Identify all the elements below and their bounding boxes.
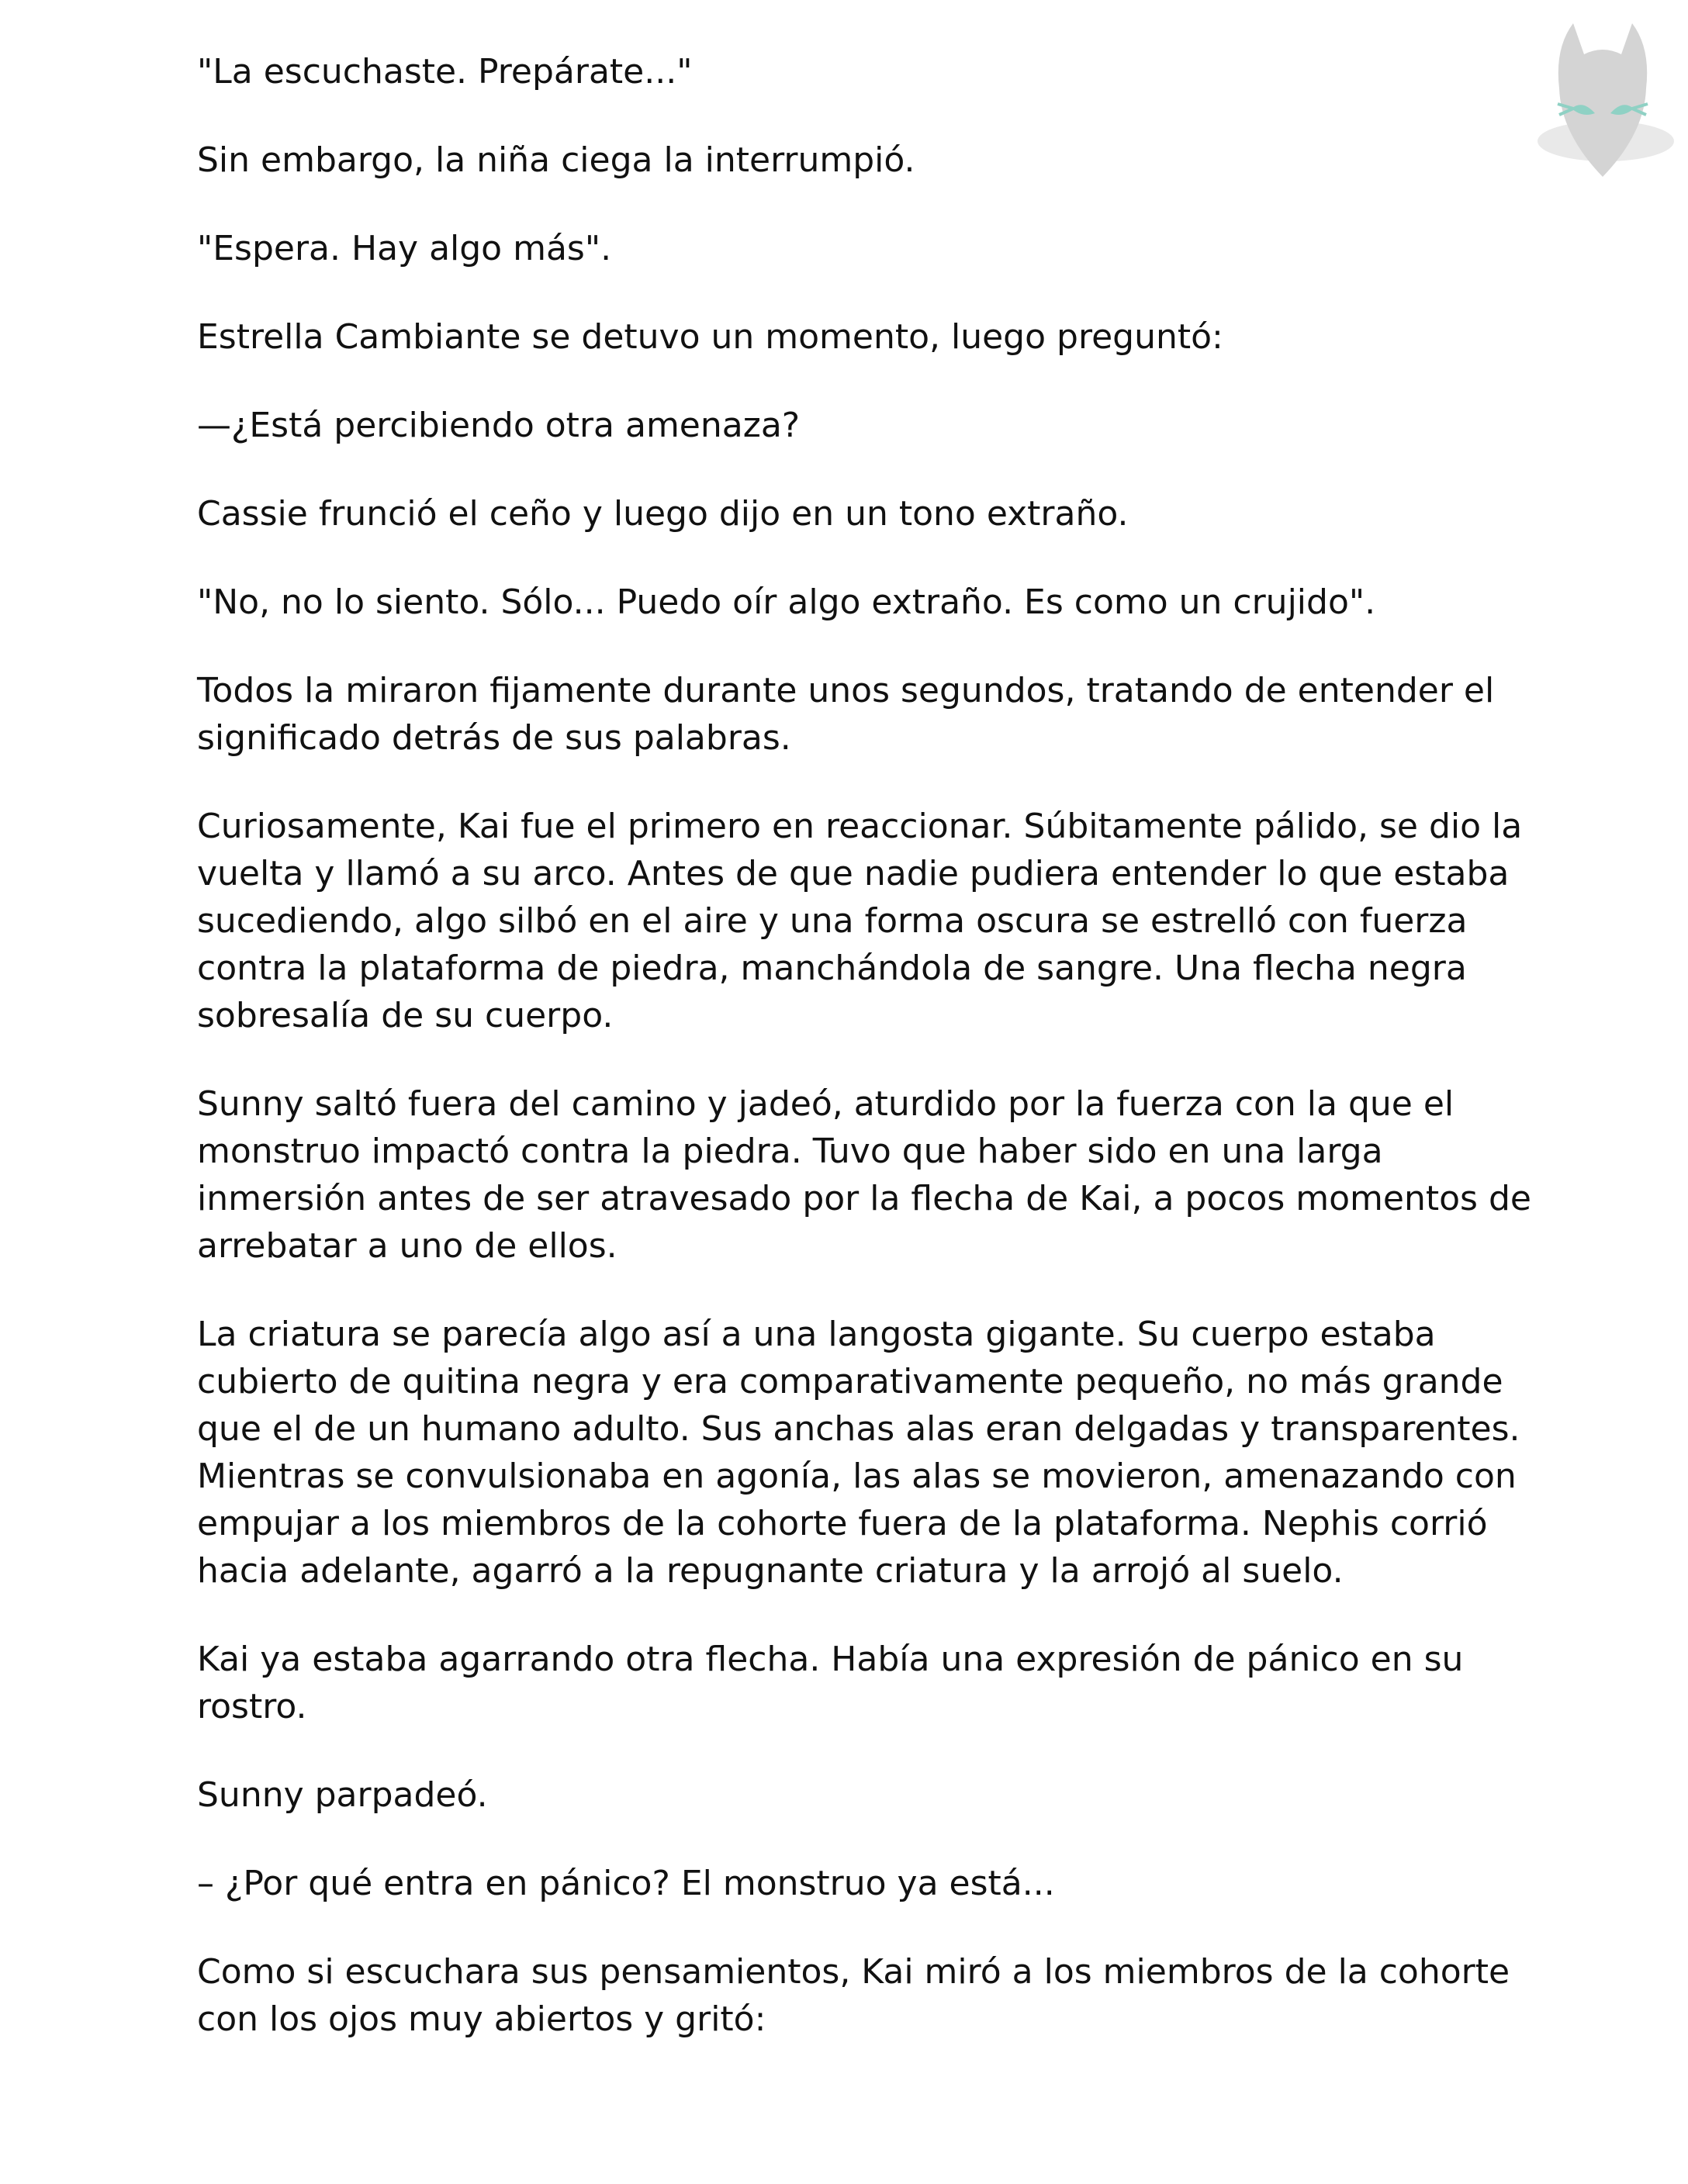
paragraph: Sunny parpadeó. bbox=[197, 1775, 488, 1815]
paragraph: Curiosamente, Kai fue el primero en reaccionar. Súbitamente pálido, se dio la vuelta y llamó a su arco. Antes de que nadie pudiera entender lo que estaba sucediendo, algo silbó en el aire y una forma oscura se estrelló con fuerza contra la plataforma de piedra, manchándola de sangre. Una flecha negra sobresalía de su cuerpo. bbox=[197, 807, 1523, 1035]
paragraph: Como si escuchara sus pensamientos, Kai miró a los miembros de la cohorte con los ojos muy abiertos y gritó: bbox=[197, 1952, 1510, 2039]
document-body bbox=[197, 48, 1531, 2084]
paragraph: La criatura se parecía algo así a una langosta gigante. Su cuerpo estaba cubierto de quitina negra y era comparativamente pequeño, no más grande que el de un humano adulto. Sus anchas alas eran delgadas y transparentes. Mientras se convulsionaba en agonía, las alas se movieron, amenazando con empujar a los miembros de la cohorte fuera de la plataforma. Nephis corrió hacia adelante, agarró a la repugnante criatura y la arrojó al suelo. bbox=[197, 1315, 1520, 1591]
paragraph: —¿Está percibiendo otra amenaza? bbox=[197, 406, 801, 445]
paragraph: – ¿Por qué entra en pánico? El monstruo ya está... bbox=[197, 1864, 1055, 1903]
paragraph: "La escuchaste. Prepárate..." bbox=[197, 52, 693, 92]
demon-head-logo-icon bbox=[1527, 17, 1679, 188]
paragraph: "No, no lo siento. Sólo... Puedo oír algo extraño. Es como un crujido". bbox=[197, 582, 1376, 622]
paragraph: Todos la miraron fijamente durante unos segundos, tratando de entender el significado detrás de sus palabras. bbox=[197, 671, 1495, 758]
paragraph: Estrella Cambiante se detuvo un momento, luego preguntó: bbox=[197, 317, 1223, 357]
paragraph: Sin embargo, la niña ciega la interrumpió. bbox=[197, 140, 915, 180]
paragraph: Cassie frunció el ceño y luego dijo en un tono extraño. bbox=[197, 494, 1129, 534]
paragraph: Sunny saltó fuera del camino y jadeó, aturdido por la fuerza con la que el monstruo impactó contra la piedra. Tuvo que haber sido en una larga inmersión antes de ser atravesado por la flecha de Kai, a pocos momentos de arrebatar a uno de ellos. bbox=[197, 1084, 1531, 1266]
paragraph: "Espera. Hay algo más". bbox=[197, 229, 612, 268]
paragraph: Kai ya estaba agarrando otra flecha. Había una expresión de pánico en su rostro. bbox=[197, 1640, 1464, 1726]
